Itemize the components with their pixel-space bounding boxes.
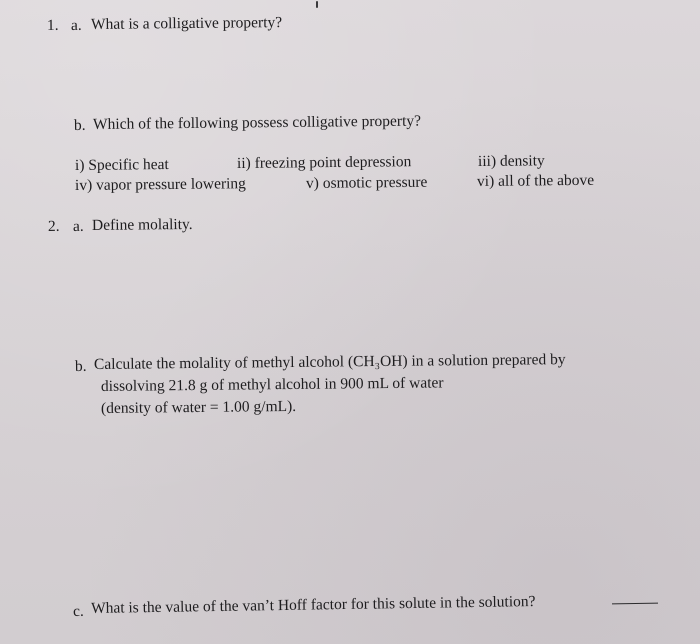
q2b-line-1: Calculate the molality of methyl alcohol (CH₃OH) in a solution prepared by [93, 351, 566, 373]
q1a-label: a. [70, 16, 82, 34]
q2b-line-2: dissolving 21.8 g of methyl alcohol in 900 mL of water [100, 374, 444, 395]
q2c-label: c. [72, 602, 84, 620]
q1b-option-1: i) Specific heat [74, 156, 169, 174]
q2a-label: a. [72, 217, 84, 235]
q2b-label: b. [74, 357, 87, 375]
q1b-option-5: v) osmotic pressure [305, 173, 428, 192]
q1a-text: What is a colligative property? [90, 13, 283, 33]
q1b-text: Which of the following possess colligative property? [92, 112, 422, 133]
q2a-text: Define molality. [91, 215, 193, 234]
q2b-line-3: (density of water = 1.00 g/mL). [100, 397, 297, 417]
q1b-option-2: ii) freezing point depression [236, 153, 412, 172]
q1b-option-6: vi) all of the above [476, 171, 595, 190]
answer-blank-line [612, 603, 658, 605]
pen-mark [316, 1, 318, 8]
q2-number: 2. [47, 217, 60, 235]
q1b-option-3: iii) density [477, 152, 545, 170]
q2c-text: What is the value of the van’t Hoff factor for this solute in the solution? [90, 593, 536, 617]
q1b-option-4: iv) vapor pressure lowering [74, 175, 246, 194]
q1b-label: b. [73, 116, 86, 134]
q1-number: 1. [46, 16, 59, 34]
